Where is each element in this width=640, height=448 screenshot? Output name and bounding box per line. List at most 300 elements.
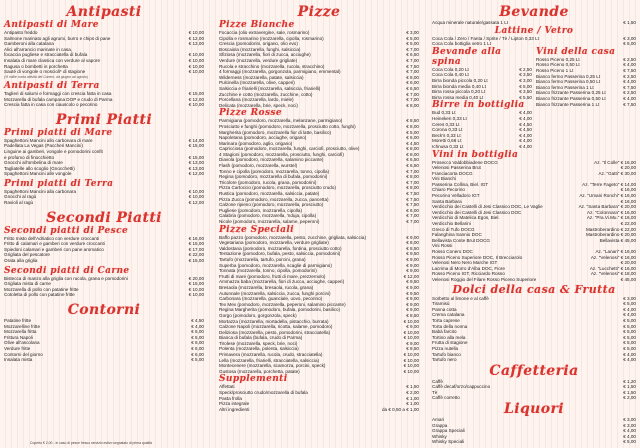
menu-item-name: Beck's 0,33 Lt [432, 132, 461, 138]
menu-item-price: € 22,00 [188, 252, 204, 258]
menu-item-price: € 7,50 [406, 63, 419, 69]
menu-item-price: € 4,00 [623, 79, 636, 85]
menu-item-name: Superba (pomodoro, mozzarella, scaglie di parmigiano) [219, 262, 332, 268]
menu-item-price: € 4,00 [519, 143, 532, 149]
menu-item-name: 4 Stagioni (pomodoro, mozzarella, prosciutto, funghi, carciofi) [219, 151, 344, 157]
menu-item-name: Tricolore (pomodoro, rucola, grana, pomodorini) [219, 179, 317, 185]
menu-item-price: Az. "Umani Ronchi" € 16,00 [579, 193, 636, 199]
menu-item-price: Az. "Velenosi" € 16,00 [590, 254, 636, 260]
menu-item-name: Spaghettoni Mancini alle vongole [4, 171, 72, 177]
primi-title: Primi Piatti [55, 111, 153, 128]
menu-item-price: € 12,00 [188, 200, 204, 206]
menu-item-price: € 1,50 [623, 384, 636, 390]
menu-item-price: € 9,00 [406, 284, 419, 290]
menu-item-price: € 10,00 [188, 292, 204, 298]
menu-item-name: Bellavista Conte Brut DOCG [432, 237, 490, 243]
menu-item-price: € 7,00 [406, 168, 419, 174]
menu-item-price: Az. "Velenosi" € 18,00 [590, 271, 636, 277]
menu-item-price: € 12,00 [403, 273, 419, 279]
menu-item-name: Porcellana (mozzarella, lardo, miele) [219, 97, 294, 103]
menu-item-name: Prosciutto e funghi (pomodoro, mozzarella, prosciutto cotto, funghi) [219, 123, 356, 129]
menu-item-price: € 7,00 [406, 213, 419, 219]
menu-item-name: Calzone ripieno (pomodoro, mozzarella, prosciutto) [219, 202, 324, 208]
menu-item-name: Panna cotta [432, 306, 457, 312]
menu-item-price: € 6,00 [406, 80, 419, 86]
menu-item-price: € 5,00 [406, 35, 419, 41]
menu-item-price: € 10,00 [188, 188, 204, 194]
menu-item-name: Coca Cola bottiglia vetro 1 Lt [432, 41, 491, 47]
menu-item-price: € 4,00 [623, 306, 636, 312]
menu-item-price: € 5,50 [519, 94, 532, 100]
menu-item-price: € 15,00 [188, 143, 204, 149]
menu-item-name: Autunnale (mozzarella, salsiccia, zucca, funghi porcini) [219, 290, 331, 296]
menu-item-name: Insalata di mare classica con verdure al vapore [4, 57, 101, 63]
menu-item-price: € 9,50 [406, 251, 419, 257]
menu-item-name: Babà farcito [432, 329, 457, 335]
menu-item-price: € 10,00 [403, 368, 419, 374]
menu-item-name: Tex Mex (pomodoro, mozzarella, peperoni, salamino piccante) [219, 301, 346, 307]
menu-item-price: Bellavista € 45,00 [599, 237, 636, 243]
menu-item-price: € 7,50 [623, 84, 636, 90]
menu-item-price: € 6,50 [406, 157, 419, 163]
menu-item-price: € 4,50 [519, 121, 532, 127]
menu-item-name: Birra rossa piccola 0,20 Lt [432, 89, 486, 95]
menu-item-name: focaccia pugliese e stracciatella di bufala [4, 52, 88, 58]
menu-item-price: € 15,00 [188, 258, 204, 264]
primi-mare-title: Primi piatti di Mare [4, 127, 113, 138]
menu-item [4, 292, 204, 298]
menu-item-name: Speck/prosciutto crudo/mozzarella di bufala [219, 390, 308, 396]
menu-item-price: € 16,00 [620, 198, 636, 204]
menu-item-price: € 6,00 [191, 345, 204, 351]
pizze-rosse-title: Pizze Rosse [219, 108, 283, 119]
menu-item-name: Bianco fermo Passerina 0,50 Lt [536, 79, 601, 85]
menu-item-price: € 6,50 [406, 163, 419, 169]
menu-item-name: 4 formaggi (mozzarella, gorgonzola, parmigiano, emmental) [219, 69, 341, 75]
secondi-pesce-title: Secondi piatti di Pesce [4, 225, 129, 236]
menu-item [432, 277, 636, 283]
menu-item-price: € 9,00 [406, 296, 419, 302]
menu-item-name: Velenosi Roggio del Filare Rosso Piceno Superiore [432, 276, 537, 282]
menu-item-name: Primavera (mozzarella, rucola, crudo, stracciatella) [219, 352, 323, 358]
pizze-bianche-title: Pizze Bianche [219, 20, 295, 30]
menu-item-price: € 10,00 [188, 52, 204, 58]
menu-item-name: Prosecco Valdobbiadene DOCG [432, 159, 498, 165]
menu-item-name: Salsiccia e friarielli (mozzarella, salsiccia, friarielli) [219, 85, 321, 91]
menu-item-price: € 8,00 [406, 240, 419, 246]
menu-item-name: Bianco fermo Passerina 1 Lt [536, 84, 594, 90]
menu-item-price: € 10,00 [403, 318, 419, 324]
menu-item-price: € 7,00 [406, 91, 419, 97]
pizze-rosse-list [219, 118, 419, 224]
vini-title: Vini in bottiglia [432, 149, 519, 160]
menu-item-price: € 4,00 [623, 351, 636, 357]
menu-item-price: € 15,00 [188, 90, 204, 96]
menu-item-name: Vegetariana (pomodoro, mozzarella, verdure grigliate) [219, 240, 329, 246]
menu-item-name: Nicole (pomodoro, mozzarella, salame, peperoni) [219, 219, 320, 224]
menu-item-name: Fritto misto dell'Adriatico con verdure croccanti [4, 235, 100, 241]
menu-item-price: € 9,50 [406, 279, 419, 285]
menu-item-price: € 4,00 [623, 95, 636, 101]
menu-item-price: € 9,00 [406, 234, 419, 240]
menu-item [4, 200, 204, 206]
menu-item-name: Pasta frolla [219, 395, 242, 401]
menu-item-name: Whisky Speciali [432, 439, 465, 445]
menu-item-name: Bianca di bufala (bufala, crudo di Parma) [219, 335, 303, 341]
menu-item-price: € 3,50 [519, 72, 532, 78]
vini-casa-list [536, 57, 636, 107]
menu-item-price: € 3,00 [406, 30, 419, 35]
menu-item-price: € 4,00 [623, 428, 636, 434]
menu-item-price: € 9,00 [406, 256, 419, 262]
menu-item [432, 439, 636, 445]
menu-item-name: Whisky [432, 433, 447, 439]
menu-item-name: Valdostana (pomodoro, mozzarella, fontina, prosciutto cotto) [219, 245, 342, 251]
bevande-title: Bevande [499, 4, 569, 20]
menu-item-name: Acqua minerale naturale/gassata 1 Lt [432, 20, 509, 25]
menu-item-name: Gorgo (pomodoro, gorgonzola, speck) [219, 312, 297, 318]
menu-item-price: € 10,00 [403, 357, 419, 363]
primi-mare-list [4, 138, 204, 177]
spina-title: Bevande alla spina [432, 46, 502, 67]
menu-item-name: Bianco frizzante Passerina 0,50 Lt [536, 95, 606, 101]
antipasti-terra-title: Antipasti di Terra [4, 80, 100, 91]
menu-item-price: € 9,00 [406, 340, 419, 346]
pizze-speciali-title: Pizze Speciali [219, 224, 294, 235]
menu-item-name: Tagliatelle allo scoglio (Gnocchetti) [4, 165, 75, 171]
menu-item-price: € 1,50 [406, 384, 419, 390]
menu-item-price: € 7,00 [406, 97, 419, 103]
menu-item-price: € 7,50 [406, 196, 419, 202]
menu-item-price: € 15,00 [188, 154, 204, 160]
menu-item-price: € 5,00 [623, 340, 636, 346]
menu-item-name: Antipasto freddo [4, 30, 38, 35]
menu-item-name: Sorbetto al limone e al caffè [432, 295, 489, 301]
menu-item-name: Rosso Conero DOC [432, 249, 473, 254]
menu-item-name: Padellata La Vegas (Paccheri Mancini) [4, 143, 83, 149]
menu-item-name: Bistecca di manzo alla griglia con rucola, grana e pomodorini [4, 275, 128, 281]
menu-item-price: € 4,00 [519, 110, 532, 116]
menu-item-name: Insalata mista [4, 357, 33, 363]
menu-item-name: Spaghettoni Mancini alla carbonara [4, 188, 77, 194]
menu-item-price: € 5,00 [623, 323, 636, 329]
menu-item-name: Verdicchio Bellarini [432, 221, 471, 227]
menu-item-name: Delicata (mozzarella, brie, speck, noci) [219, 102, 298, 108]
menu-item-price: € 5,00 [623, 345, 636, 351]
menu-item-name: Mortazza (mozzarella, mortadella, pistacchio, burrata) [219, 318, 329, 324]
menu-item-name: Tirolese (mozzarella, speck, brie, noci) [219, 340, 298, 346]
menu-item-price: € 14,00 [188, 137, 204, 143]
menu-item-name: Bresaola (mozzarella, bresaola, rucola, grana) [219, 284, 314, 290]
menu-item-name: Diavola (pomodoro, mozzarella, salamino piccante) [219, 157, 324, 163]
menu-item-name: Mozzarelline fritte [4, 323, 40, 329]
menu-item-price: € 3,00 [623, 295, 636, 301]
menu-item-name: Parmigiana (pomodoro, mozzarella, melanzane, parmigiano) [219, 118, 343, 124]
menu-item-name: Cipolla e rosmarino (mozzarella, cipolla, rosmarino) [219, 35, 324, 41]
menu-item-name: Spaghettoni Mancini allo carbonara di mare [4, 137, 93, 143]
menu-item-price: € 10,00 [188, 194, 204, 200]
drinks-left [432, 47, 532, 150]
menu-item-name: Alici all'arrancio marinate in casa, [4, 46, 73, 52]
menu-item-name: Bianco fermo Passerina 0,25 Lt [536, 73, 601, 79]
menu-item-price: € 7,00 [406, 69, 419, 75]
menu-item-price: € 6,00 [191, 329, 204, 335]
menu-item-name: Cotoletta di pollo con patatine fritte [4, 292, 75, 298]
menu-item-price: € 6,50 [406, 52, 419, 58]
menu-item-price: € 4,00 [519, 132, 532, 138]
menu-item-name: Vini Bianchi [432, 176, 456, 182]
menu-item [4, 357, 204, 363]
menu-item-price: € 6,00 [191, 351, 204, 357]
menu-item-price: € 10,00 [188, 102, 204, 108]
menu-item-price: Az. "Terre Fageto" € 14,00 [582, 181, 636, 187]
menu-item-price: € 8,00 [406, 123, 419, 129]
menu-item-name: Coca Cola 0,40 Lt [432, 72, 469, 78]
caffetteria-list [432, 379, 636, 401]
menu-item-name: Boscaiola (mozzarella, funghi, salsiccia) [219, 46, 301, 52]
menu-item-name: Taglieri di salumi e formaggi con crescia fatta in casa [4, 90, 112, 96]
secondi-carne-title: Secondi piatti di Carne [4, 265, 130, 276]
menu-item-name: Carbonara (mozzarella, guanciale, uovo, pecorino) [219, 296, 323, 302]
menu-item [432, 144, 532, 150]
menu-item-name: Ichnusa 0,33 Lt [432, 143, 464, 149]
pizze-title: Pizze [297, 4, 341, 20]
antipasti-mare-list [4, 30, 204, 75]
menu-item-price: € 7,00 [406, 57, 419, 63]
menu-item-price: € 6,00 [406, 135, 419, 141]
menu-item-price: € 5,00 [623, 439, 636, 445]
menu-item-price: Az. "Lucchetti" € 16,00 [589, 265, 636, 271]
menu-item-name: Passerina Collina, Biel. IGT [432, 181, 489, 187]
menu-item-price: € 9,00 [406, 301, 419, 307]
vini-casa-title: Vini della casa [536, 46, 616, 57]
menu-item-price: € 9,00 [406, 262, 419, 268]
menu-item-price: € 20,00 [620, 165, 636, 171]
menu-item-name: Bianco frizzante Passerina 0,25 Lt [536, 90, 606, 96]
menu-item-name: Crescia fatta in casa con ciauscolo o pecorino [4, 102, 98, 108]
menu-item-price: € 5,00 [191, 334, 204, 340]
menu-item-name: Crema catalana [432, 312, 465, 318]
menu-item-name: Sfiziosa (mozzarella, fiori di zucca, acciughe) [219, 52, 311, 58]
menu-item-name: Margherita (pomodoro, mozzarella fior di latte, basilico) [219, 129, 332, 135]
menu-item-name: Grigliata del pescatore [4, 252, 50, 258]
menu-item-price: € 2,00 [406, 390, 419, 396]
menu-item-price: € 5,00 [519, 83, 532, 89]
menu-item-name: Tartufo (mozzarella, tartufo, porcini, grana) [219, 256, 306, 262]
menu-item-name: Vini Rossi [432, 243, 453, 249]
menu-item-name: Rosso Piceno 0,50 Lt [536, 62, 580, 68]
menu-item-name: Grappa Speciali [432, 428, 465, 434]
menu-item-name: Grigliata mista di carne [4, 281, 51, 287]
menu-item-price: € 8,00 [406, 146, 419, 152]
menu-item-price: € 10,00 [188, 63, 204, 69]
menu-item-name: Mozzarella di bufala campana DOP e crudo di Parma [4, 96, 113, 102]
menu-item-price: € 3,00 [623, 422, 636, 428]
menu-item-price: € 8,00 [406, 151, 419, 157]
menu-item-price: Mastroberardino € 22,00 [585, 226, 636, 232]
vini-list [432, 160, 636, 283]
menu-item-name: Birra rossa media 0,40 Lt [432, 94, 484, 100]
menu-item-price: € 16,00 [620, 187, 636, 193]
menu-item-price: € 3,00 [519, 77, 532, 83]
menu-item-name: Rosso Piceno IGT, Ricciardo Rosso [432, 271, 505, 277]
column-right [432, 4, 636, 445]
menu-item-name: Rosso Piceno Superiore DOC, Il Brecciarolo [432, 254, 523, 260]
menu-item-price: € 5,00 [623, 317, 636, 323]
menu-item-name: Tè [432, 389, 438, 395]
menu-item-price: € 10,00 [188, 69, 204, 75]
menu-item-price: € 4,50 [519, 127, 532, 133]
menu-item [4, 102, 204, 108]
menu-item-name: Gnocchi all'ombelina di mare [4, 160, 63, 166]
menu-item-price: € 10,00 [403, 363, 419, 369]
menu-item-name: Linguine ai gamberi, vongole e pomodorini confit [4, 148, 103, 154]
menu-item-name: Tiramisù [432, 301, 450, 307]
menu-item-price: € 10,00 [403, 329, 419, 335]
menu-item-price: € 3,00 [623, 35, 636, 41]
menu-item-name: Torta caprese [432, 317, 460, 323]
menu-item-name: Birra bionda media 0,40 Lt [432, 83, 486, 89]
menu-item-price: da € 0,50 a € 1,00 [381, 406, 419, 412]
caffetteria-title: Caffetteria [489, 362, 579, 379]
menu-item-name: Caffè corretto [432, 395, 460, 401]
menu-item-price: € 2,50 [623, 73, 636, 79]
menu-item-price: € 4,00 [519, 138, 532, 144]
menu-item-price: € 4,00 [519, 115, 532, 121]
menu-item-name: Marinara (pomodoro, aglio, origano) [219, 140, 293, 146]
menu-item-name: Verdure fritte [4, 345, 31, 351]
menu-item-price: Az. "Santa Barbara" € 20,00 [578, 204, 636, 210]
menu-item-price: € 5,00 [623, 334, 636, 340]
menu-item-price: € 5,00 [406, 129, 419, 135]
menu-item-price: € 8,50 [406, 346, 419, 352]
menu-item-name: Flash (pomodoro, mozzarella, wurstel) [219, 163, 298, 169]
secondi-pesce-list [4, 236, 204, 264]
menu-item-name: Mozzarella di pollo con patatine fritte [4, 286, 79, 292]
menu-item-name: Mozzarella fritta [4, 329, 37, 335]
menu-item [219, 219, 419, 225]
menu-item-name: Amari [432, 417, 444, 423]
menu-item-name: Calabria (pomodoro, mozzarella, 'nduja, cipolla) [219, 213, 317, 219]
menu-item-name: Coca Cola 0,20 Lt [432, 66, 469, 72]
menu-item-name: Ceres 0,33 Lt [432, 121, 460, 127]
menu-item-price: € 6,00 [191, 340, 204, 346]
menu-item-price: € 7,50 [406, 202, 419, 208]
bottiglia-title: Birre in bottiglia [432, 100, 525, 111]
menu-item-price: € 8,50 [406, 312, 419, 318]
menu-item [432, 357, 636, 363]
contorni-title: Contorni [67, 302, 141, 319]
antipasti-terra-list [4, 91, 204, 108]
menu-item-name: Contorni del giorno [4, 351, 43, 357]
menu-item-name: Patatine fritte [4, 318, 32, 324]
column-middle [219, 4, 419, 412]
menu-item-price: € 16,00 [188, 235, 204, 241]
menu-item-name: Pugliese (pomodoro, mozzarella, cipolla) [219, 207, 302, 213]
antipasti-mare-title: Antipasti di Mare [4, 20, 99, 30]
menu-item-name: Wilderness (mozzarella, patate, salsiccia) [219, 74, 304, 80]
secondi-carne-list [4, 276, 204, 298]
menu-item-price: € 12,00 [188, 96, 204, 102]
menu-item-name: Coca Cola / Zero / Fanta / Sprite / Tè / Lipton 0,33 Lt [432, 35, 539, 41]
menu-item-name: Rosso Piceno 0,25 Lt [536, 56, 580, 62]
menu-item-name: Calzone Napoli (mozzarella, ricotta, salame, pomodoro) [219, 324, 333, 330]
menu-item-price: € 1,20 [623, 378, 636, 384]
menu-item-name: Olive all'ascolana [4, 340, 40, 346]
menu-item-name: Affettati [219, 384, 235, 390]
menu-item-price: € 13,00 [188, 165, 204, 171]
menu-item-price: € 6,00 [406, 207, 419, 213]
menu-item-price: € 4,00 [623, 312, 636, 318]
menu-item-name: Santa Barbara [432, 198, 462, 204]
menu-item-name: Tentazione (pomodoro, bufala, pesto, salsiccia, pomodorini) [219, 251, 341, 257]
menu-item-price: Az. "Lanari" € 16,00 [595, 249, 636, 254]
menu-item-price: € 4,50 [406, 140, 419, 146]
menu-item-price: € 8,00 [406, 174, 419, 180]
bottiglia-list [432, 110, 532, 149]
primi-terra-title: Primi piatti di Terra [4, 178, 114, 189]
lattine-list [432, 36, 636, 47]
contorni-list [4, 318, 204, 363]
menu-item-price: € 8,50 [406, 245, 419, 251]
menu-item-price: € 5,00 [406, 41, 419, 47]
menu-item-name: Verdicchio dei Castelli di Jesi Classico DOC [432, 209, 522, 215]
menu-item-price: € 22,00 [620, 221, 636, 227]
menu-item-name: Rustica (pomodoro, mozzarella, salsiccia, patate) [219, 191, 320, 197]
antipasti-mare-note: (*il mitile conta attività del Conero, da giugno ad agosto) [4, 74, 89, 79]
menu-item-name: Bud 0,33 Lt [432, 110, 456, 116]
secondi-title: Secondi Piatti [46, 209, 162, 226]
menu-item-name: Gnocchi al ragù [4, 194, 37, 200]
menu-item-price: € 5,00 [191, 357, 204, 363]
menu-item-price: € 9,50 [406, 290, 419, 296]
menu-item-price: € 7,00 [406, 46, 419, 52]
antipasti-title: Antipasti [66, 4, 142, 20]
menu-item-price: € 8,00 [406, 185, 419, 191]
menu-item-name: Ammazza baba (mozzarella, fiori di zucca, acciughe, capperi) [219, 279, 345, 285]
column-left [4, 4, 204, 363]
menu-item [432, 20, 636, 26]
menu-item-price: € 2,50 [623, 90, 636, 96]
menu-item-name: Torta della nonna [432, 323, 468, 329]
menu-item-name: Spiedoni calamari e gamberi con pane aromatico [4, 246, 104, 252]
menu-item-name: Gamberoni alla catalana [4, 41, 54, 47]
menu-item-name: Tonno e cipolla (pomodoro, mozzarella, tonno, cipolla) [219, 168, 330, 174]
menu-item-price: € 3,00 [623, 417, 636, 423]
menu-item-price: € 3,50 [519, 89, 532, 95]
menu-item-price: € 45,00 [620, 276, 636, 282]
menu-item-price: € 17,00 [188, 246, 204, 252]
menu-item-name: Franciacorta DOCG [432, 170, 473, 176]
menu-item [219, 407, 419, 413]
spina-list [432, 67, 532, 101]
menu-item-price: € 6,50 [406, 85, 419, 91]
supplementi-list [219, 384, 419, 412]
drinks-right [536, 47, 636, 150]
menu-item-name: Polenta (mozzarella, polenta, salsiccia) [219, 346, 299, 352]
menu-item-name: Corona 0,33 Lt [432, 127, 463, 133]
menu-item-price: € 20,00 [188, 275, 204, 281]
menu-item-name: Frittura Napoli [4, 334, 33, 340]
menu-item-name: Caffè [432, 378, 443, 384]
menu-item-name: Fritto di calamari e gamberi con verdure croccanti [4, 241, 105, 247]
menu-item-price: € 7,00 [406, 179, 419, 185]
menu-item-name: Verdicchio dei Castelli di Jesi Classico DOC, Le Vaglie [432, 204, 543, 210]
menu-item-name: Verdicchio di Matelica Egos, Biel. [432, 215, 500, 221]
menu-item-name: Zucchine e cotto (mozzarella, zucchine, cotto) [219, 91, 313, 97]
menu-item-name: Bianco frizzante Passerina 1 Lt [536, 101, 600, 107]
menu-item-name: Chiaro Pecorino [432, 187, 465, 193]
